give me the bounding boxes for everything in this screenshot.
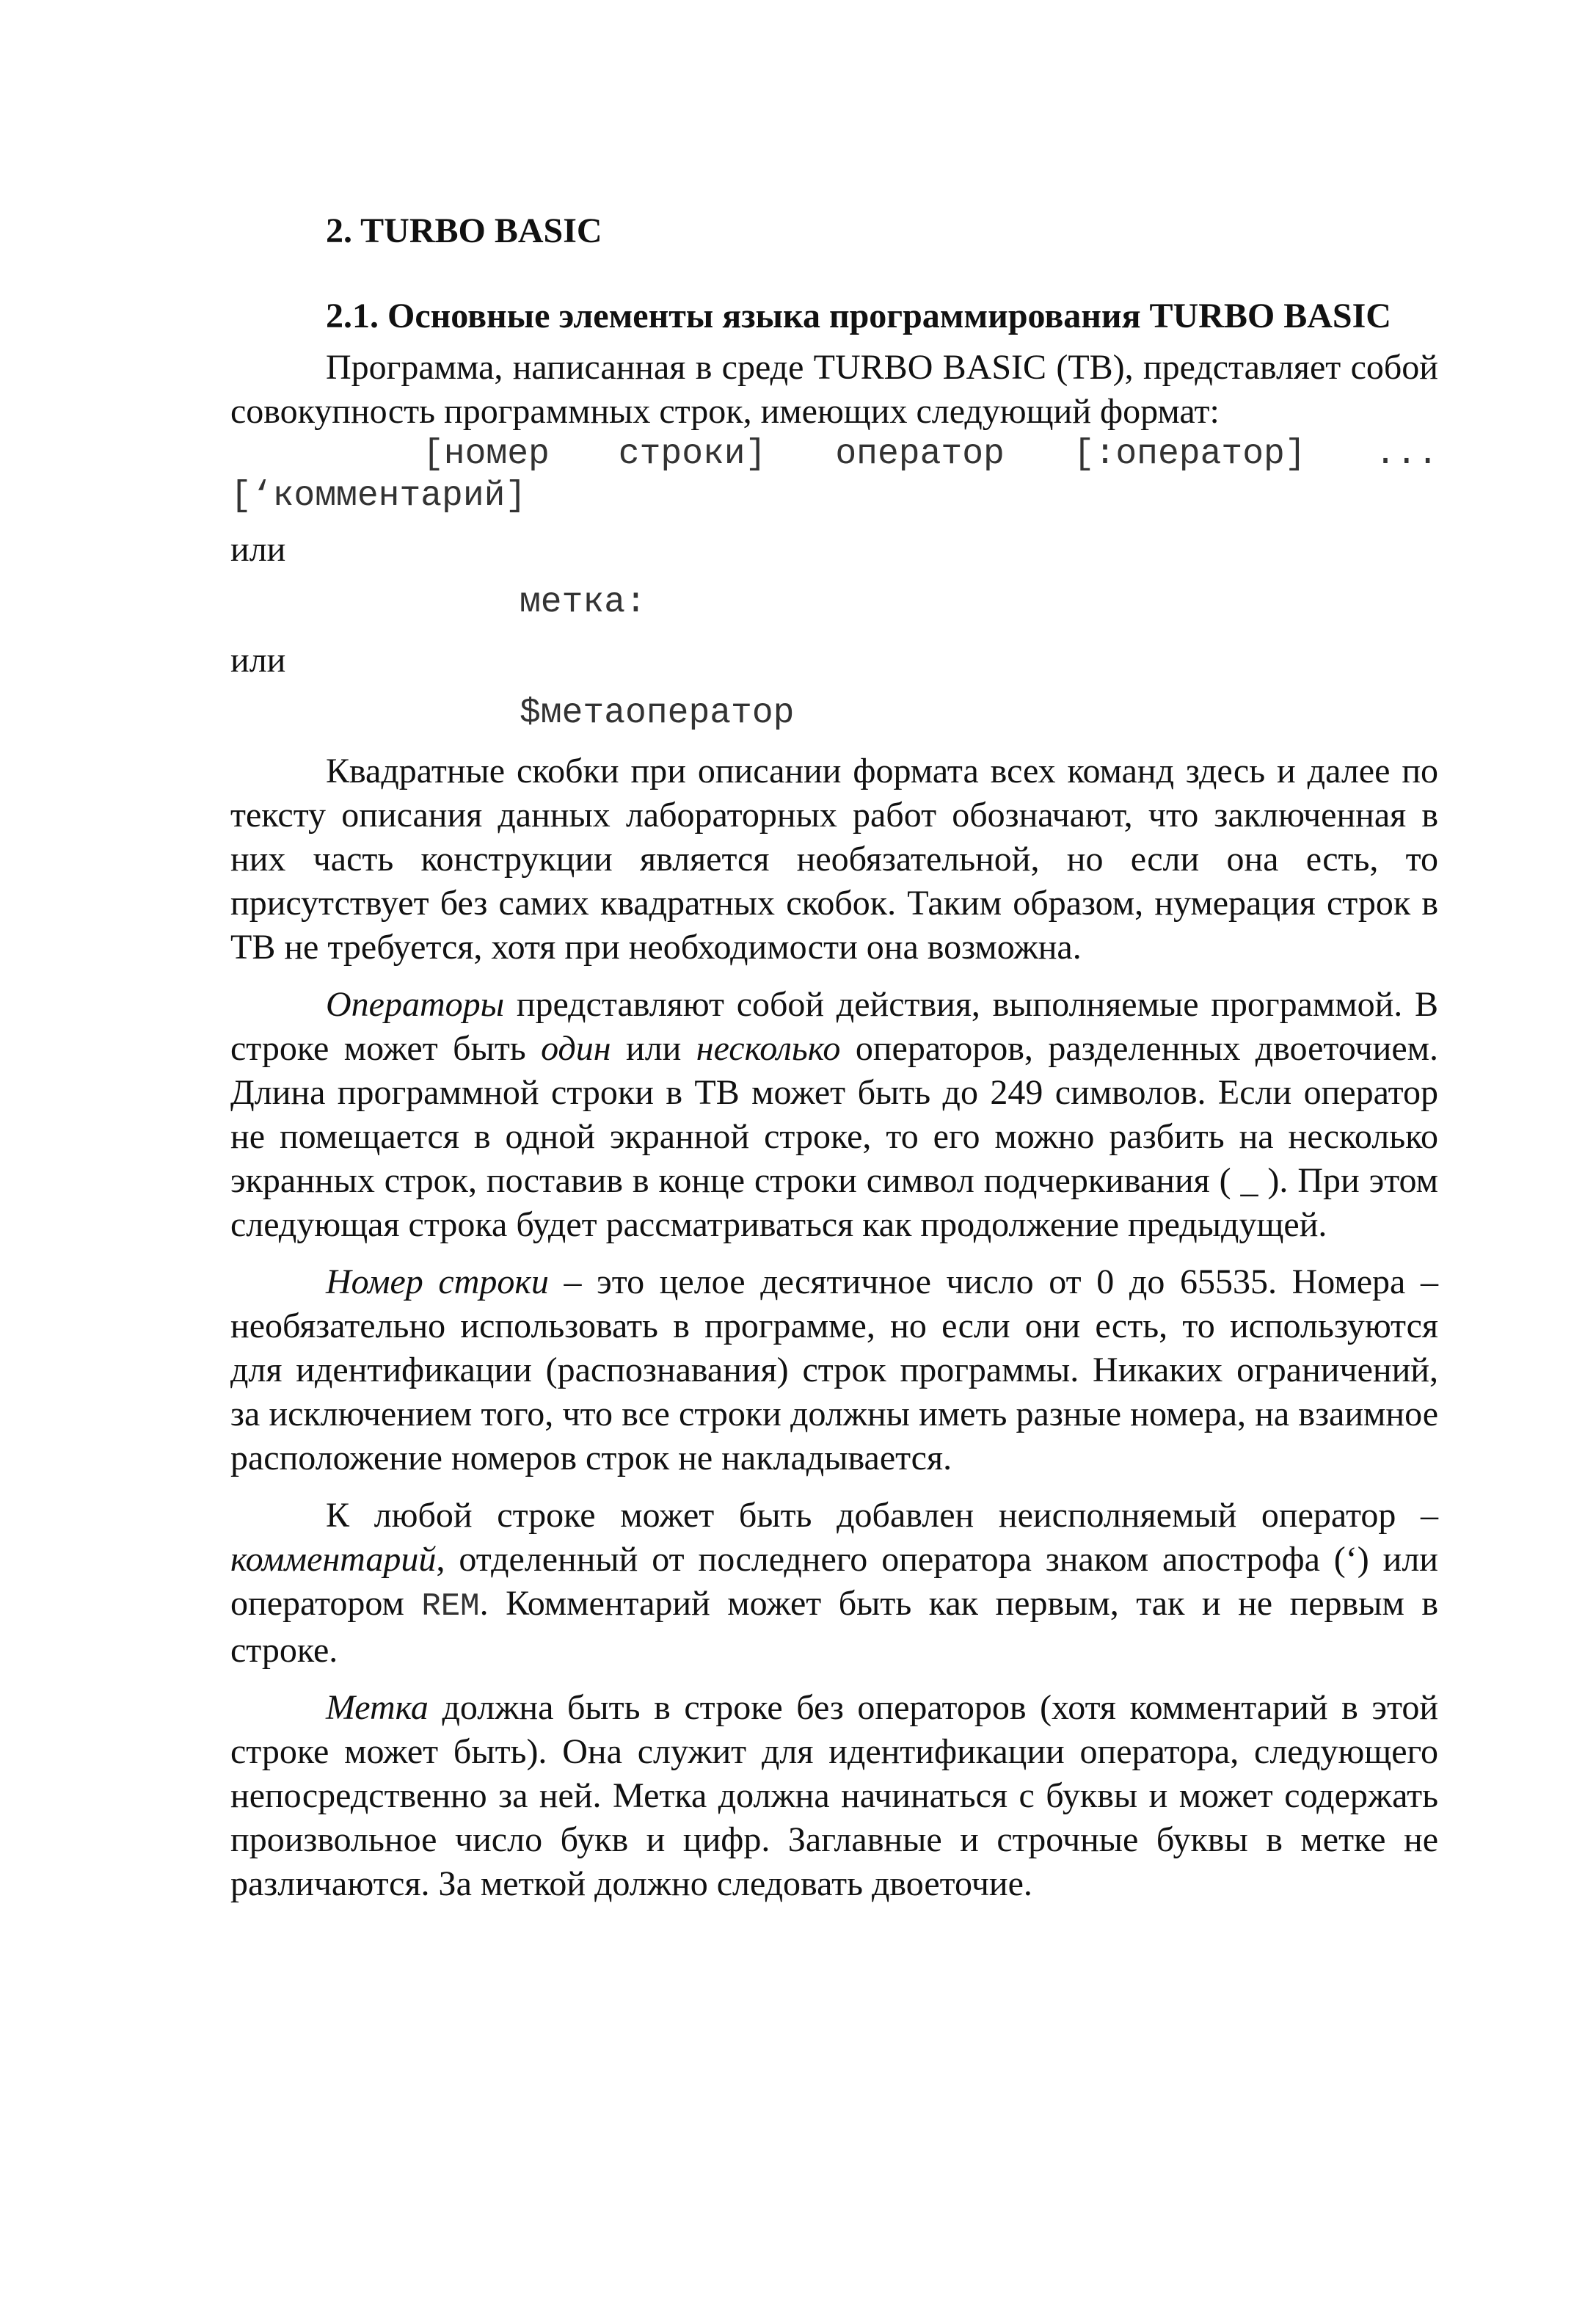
- syntax-token: [номер: [423, 435, 550, 474]
- syntax-token: [:оператор]: [1073, 435, 1306, 474]
- syntax-line: [230, 434, 1438, 476]
- operators-text: представляют собой действия, выполняемые программой. В строке может быть: [230, 985, 1438, 1068]
- one-term: один: [541, 1029, 611, 1068]
- syntax-comment-part: [‘комментарий]: [230, 476, 527, 516]
- metaoperator-syntax: $метаоператор: [520, 694, 795, 733]
- operators-term: Операторы: [326, 985, 505, 1024]
- label-term: Метка: [326, 1688, 429, 1727]
- syntax-token: оператор: [835, 435, 1005, 474]
- intro-paragraph: Программа, написанная в среде TURBO BASIC (ТВ), представляет собой совокупность программных строк, имеющих следующий формат:: [230, 348, 1438, 431]
- comment-term: комментарий: [230, 1540, 437, 1579]
- several-term: несколько: [696, 1029, 841, 1068]
- label-text: должна быть в строке без операторов (хотя комментарий в этой строке может быть). Она служит для идентификации оператора, следующего непосредственно за ней. Метка должна начинаться с буквы и может содержать произвольное число букв и цифр. Заглавные и строчные буквы в метке не различаются. За меткой должно следовать двоеточие.: [230, 1688, 1438, 1903]
- operators-text: операторов, разделенных двоеточием. Длина программной строки в ТВ может быть до 249 символов. Если оператор не помещается в одной экранной строке, то его можно разбить на несколько экранных строк, поставив в конце строки символ подчеркивания ( _ ). При этом следующая строка будет рассматриваться как продолжение предыдущей.: [230, 1029, 1439, 1244]
- line-number-paragraph: [230, 1260, 1438, 1480]
- line-number-term: Номер строки: [326, 1262, 549, 1301]
- syntax-token: ...: [1374, 435, 1438, 474]
- comment-paragraph: [230, 1494, 1438, 1673]
- line-number-text: – это целое десятичное число от 0 до 65535. Номера – необязательно использовать в программе, но если они есть, то используются для идентификации (распознавания) строк программы. Никаких ограничений, за исключением того, что все строки должны иметь разные номера, на взаимное расположение номеров строк не накладывается.: [230, 1262, 1438, 1477]
- comment-text: , отделенный от последнего оператора знаком апострофа (‘) или оператором: [230, 1540, 1438, 1623]
- chapter-heading: 2. TURBO BASIC: [326, 211, 602, 250]
- or-label: или: [230, 641, 286, 680]
- comment-text: К любой строке может быть добавлен неисполняемый оператор –: [326, 1496, 1438, 1535]
- brackets-paragraph: Квадратные скобки при описании формата всех команд здесь и далее по тексту описания данных лабораторных работ обозначают, что заключенная в них часть конструкции является необязательной, но если она есть, то присутствует без самих квадратных скобок. Таким образом, нумерация строк в ТВ не требуется, хотя при необходимости она возможна.: [230, 752, 1438, 967]
- page-content: [230, 209, 1438, 1906]
- rem-keyword: REM: [421, 1588, 480, 1625]
- label-syntax: метка:: [520, 583, 646, 622]
- comment-text: . Комментарий может быть как первым, так и не первым в строке.: [230, 1584, 1439, 1670]
- syntax-token: строки]: [618, 435, 767, 474]
- section-heading: 2.1. Основные элементы языка программирования TURBO BASIC: [326, 297, 1391, 335]
- label-paragraph: [230, 1686, 1438, 1906]
- operators-text: или: [611, 1029, 696, 1068]
- or-label: или: [230, 530, 286, 569]
- operators-paragraph: [230, 983, 1438, 1247]
